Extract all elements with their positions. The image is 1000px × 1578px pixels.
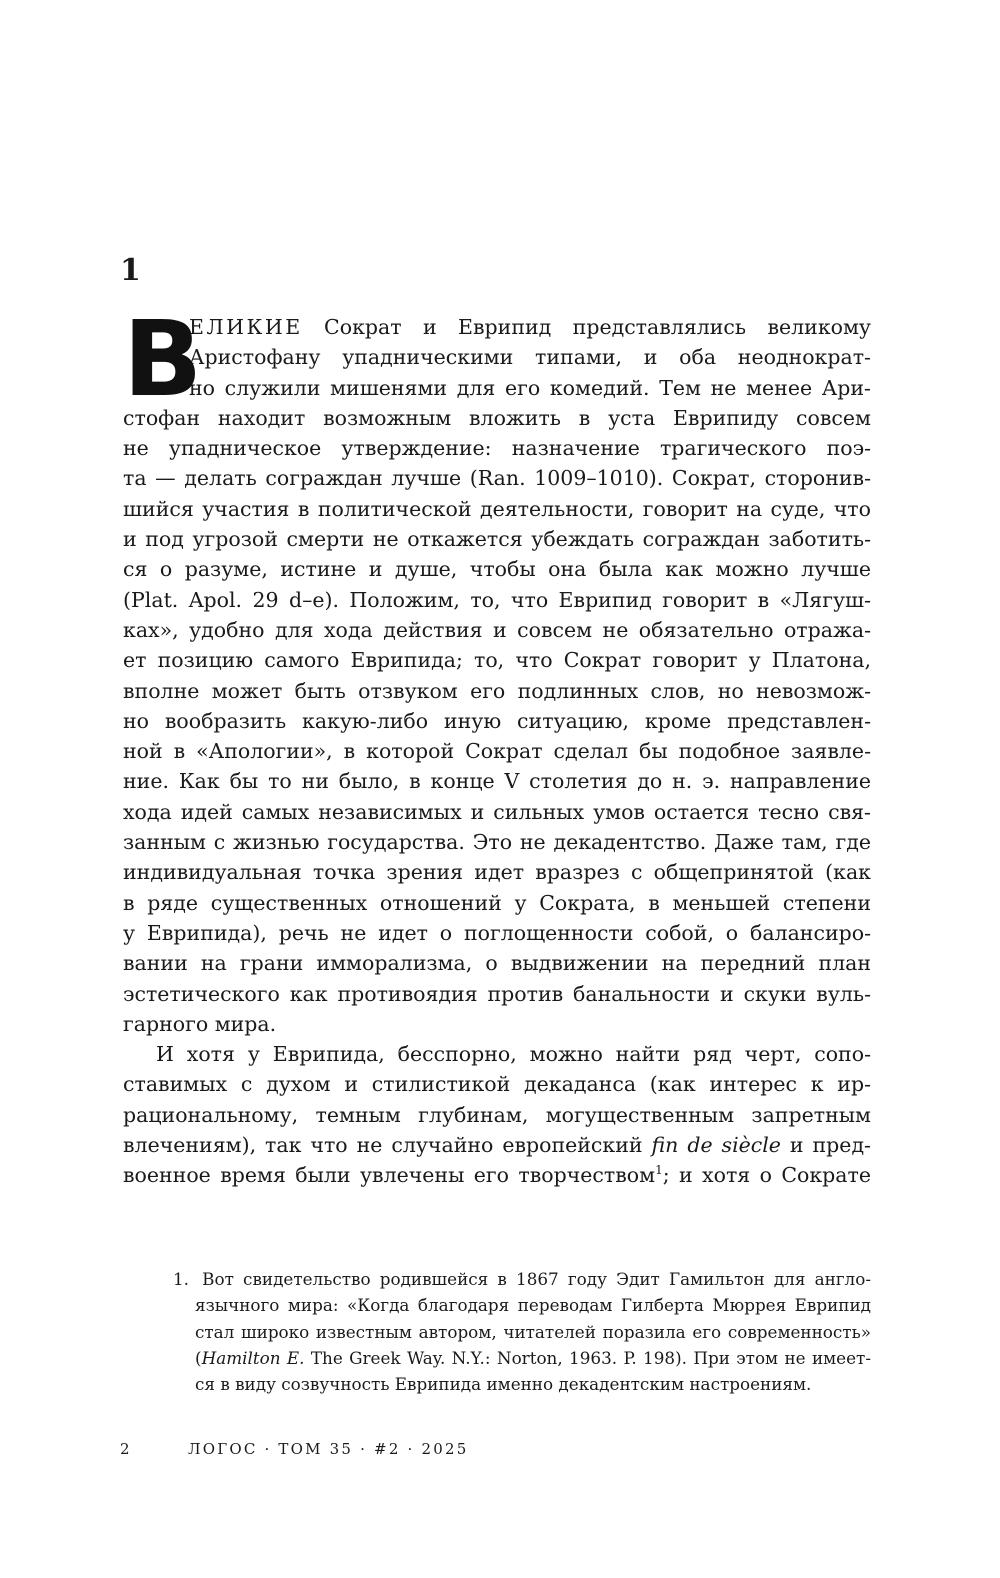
text-line: у Еврипида), речь не идет о поглощенности собой, о балансиро- <box>123 920 871 945</box>
text-line: Аристофану упадническими типами, и оба неоднократ- <box>189 345 871 370</box>
running-footer <box>120 1440 868 1458</box>
text-line: ЕЛИКИЕ Сократ и Еврипид представлялись великому <box>189 315 871 339</box>
section-number: 1 <box>120 253 141 288</box>
text-line: рациональному, темным глубинам, могущественным запретным <box>123 1102 871 1127</box>
footnote-ref[interactable]: 1 <box>655 1163 663 1178</box>
text-line: но служили мишенями для его комедий. Тем не менее Ари- <box>189 375 871 400</box>
text-line: не упадническое утверждение: назначение трагического поэ- <box>123 436 871 461</box>
text-line: ние. Как бы то ни было, в конце V столетия до н. э. направление <box>123 769 871 794</box>
text-line: шийся участия в политической деятельности, говорит на суде, что <box>123 496 871 521</box>
footnote-line: язычного мира: «Когда благодаря переводам Гилберта Мюррея Еврипид <box>195 1295 871 1316</box>
text-line: в ряде существенных отношений у Сократа, в меньшей степени <box>123 890 871 915</box>
text-line: ной в «Апологии», в которой Сократ сделал бы подобное заявле- <box>123 739 871 764</box>
drop-cap: В <box>123 298 203 420</box>
footnote-line: стал широко известным автором, читателей поразила его современность» <box>195 1321 871 1342</box>
footnote-line: (Hamilton E. The Greek Way. N.Y.: Norton, 1963. P. 198). При этом не имеет- <box>195 1347 871 1368</box>
footnotes <box>123 1266 871 1397</box>
journal-info: ЛОГОС · ТОМ 35 · #2 · 2025 <box>188 1440 469 1458</box>
footnote-number: 1. <box>173 1269 190 1289</box>
text-line: ся о разуме, истине и душе, чтобы она была как можно лучше <box>123 557 871 582</box>
text-line: эстетического как противоядия против банальности и скуки вуль- <box>123 981 871 1006</box>
text-line: И хотя у Еврипида, бесспорно, можно найти ряд черт, сопо- <box>156 1042 871 1067</box>
text-line: ет позицию самого Еврипида; то, что Сократ говорит у Платона, <box>123 648 871 673</box>
text-line: вании на грани имморализма, о выдвижении на передний план <box>123 951 871 976</box>
text-line: хода идей самых независимых и сильных умов остается тесно свя- <box>123 799 871 824</box>
text-line: влечениям), так что не случайно европейский fin de siècle и пред- <box>123 1133 871 1158</box>
italic-author: Hamilton E. <box>201 1347 305 1368</box>
text-line: ках», удобно для хода действия и совсем не обязательно отража- <box>123 617 871 642</box>
text-line: индивидуальная точка зрения идет вразрез с общепринятой (как <box>123 860 871 885</box>
text-line: но вообразить какую-либо иную ситуацию, кроме представлен- <box>123 708 871 733</box>
page-number: 2 <box>120 1440 132 1458</box>
text-line: гарного мира. <box>123 1011 277 1036</box>
lead-word: ЕЛИКИЕ <box>189 315 303 339</box>
text-line: занным с жизнью государства. Это не декадентство. Даже там, где <box>123 830 871 855</box>
footnote-line: ся в виду созвучность Еврипида именно декадентским настроениям. <box>195 1374 812 1395</box>
body-text <box>123 298 871 1191</box>
text-line: стофан находит возможным вложить в уста Еврипиду совсем <box>123 405 871 430</box>
text-line: ставимых с духом и стилистикой декаданса (как интерес к ир- <box>123 1072 871 1097</box>
text-line: и под угрозой смерти не откажется убеждать сограждан заботить- <box>123 527 871 552</box>
footnote-line: 1. Вот свидетельство родившейся в 1867 году Эдит Гамильтон для англо- <box>123 1266 871 1292</box>
text-line: та — делать сограждан лучше (Ran. 1009–1010). Сократ, сторонив- <box>123 466 871 491</box>
text-line: вполне может быть отзвуком его подлинных слов, но невозмож- <box>123 678 871 703</box>
text-line: военное время были увлечены его творчеством$^1$; и хотя о Сократе <box>123 1163 871 1188</box>
text-line: (Plat. Apol. 29 d–e). Положим, то, что Еврипид говорит в «Лягуш- <box>123 587 871 612</box>
italic-phrase: fin de siècle <box>651 1133 781 1158</box>
